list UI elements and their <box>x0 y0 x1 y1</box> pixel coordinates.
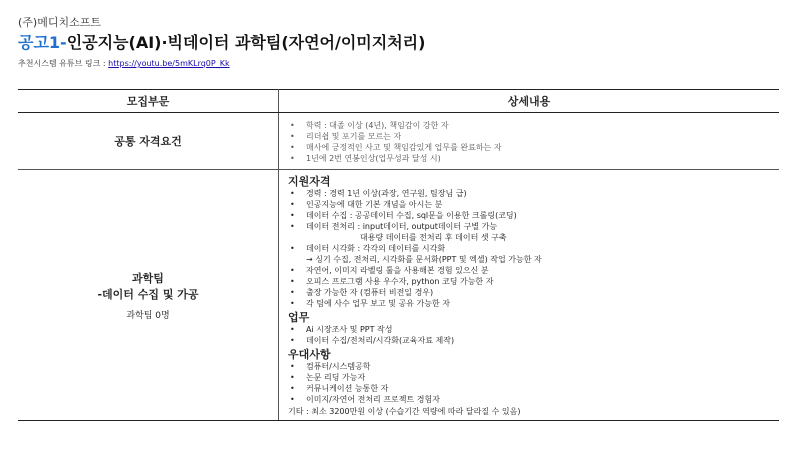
table-row-common <box>18 113 779 170</box>
list-item-continuation: → 싱기 수집, 전처리, 시각화를 문서화(PPT 및 엑셀) 작업 가능한 자 <box>306 255 542 264</box>
team-label-cell <box>18 170 279 421</box>
video-link-line <box>18 58 230 69</box>
video-link-label: 추천시스템 유튜브 링크 : <box>18 59 109 68</box>
posting-title: 인공지능(AI)·빅데이터 과학팀(자연어/이미지처리) <box>66 33 426 52</box>
list-item: • Ai 시장조사 및 PPT 작성 <box>288 324 772 335</box>
common-label-cell <box>18 113 279 170</box>
list-item-continuation: 대용량 데이터를 전처리 후 데이터 셋 구축 <box>360 233 507 242</box>
qualifications-heading: 지원자격 <box>288 175 331 188</box>
table-row-team <box>18 170 779 421</box>
preferred-list <box>288 361 772 405</box>
list-item: • 리더쉽 및 포기를 모르는 자 <box>288 131 772 142</box>
list-item: • 학력 : 대졸 이상 (4년), 책임감이 강한 자 <box>288 120 772 131</box>
preferred-heading: 우대사항 <box>288 348 331 361</box>
qualifications-list-cont <box>288 243 772 254</box>
qualifications-list <box>288 188 772 232</box>
duties-list <box>288 324 772 346</box>
list-item: • 논문 리딩 가능자 <box>288 372 772 383</box>
list-item: • 데이터 수집 : 공공데이터 수집, sql문을 이용한 크롤링(코딩) <box>288 210 772 221</box>
salary-note: 기타 : 최소 3200만원 이상 (수습기간 역량에 따라 달라질 수 있음) <box>288 407 521 416</box>
column-header-details: 상세내용 <box>279 90 780 113</box>
common-requirements-list <box>288 120 772 164</box>
list-item: • 인공지능에 대한 기본 개념을 아시는 분 <box>288 199 772 210</box>
team-subtitle: -데이터 수집 및 가공 <box>97 287 199 301</box>
list-item: • 출장 가능한 자 (컴퓨터 비전일 경우) <box>288 287 772 298</box>
team-details-cell <box>279 170 780 421</box>
list-item: • 각 팀에 사수 업무 보고 및 공유 가능한 자 <box>288 298 772 309</box>
common-requirements-label: 공통 자격요건 <box>114 135 182 148</box>
recruitment-table <box>18 89 779 421</box>
youtube-link[interactable]: https://youtu.be/5mKLrq0P_Kk <box>108 59 230 68</box>
list-item: • 자연어, 이미지 라벨링 툴을 사용해본 경험 있으신 분 <box>288 265 772 276</box>
common-details-cell <box>279 113 780 170</box>
list-item: • 경력 : 경력 1년 이상(과장, 연구원, 팀장님 급) <box>288 188 772 199</box>
list-item: • 커뮤니케이션 능통한 자 <box>288 383 772 394</box>
page-title <box>18 30 425 53</box>
list-item: • 데이터 시각화 : 각각의 데이터를 시각화 <box>288 243 772 254</box>
list-item: • 데이터 전처리 : input데이터, output데이터 구별 가능 <box>288 221 772 232</box>
qualifications-list-cont2 <box>288 265 772 309</box>
list-item: • 데이터 수집/전처리/시각화(교육자료 제작) <box>288 335 772 346</box>
posting-number: 공고1- <box>18 33 67 52</box>
list-item: • 1년에 2번 연봉인상(업무성과 달성 시) <box>288 153 772 164</box>
list-item: • 컴퓨터/시스템공학 <box>288 361 772 372</box>
team-headcount: 과학팀 0명 <box>126 310 170 321</box>
column-header-division: 모집부문 <box>18 90 279 113</box>
team-name: 과학팀 <box>132 271 164 285</box>
duties-heading: 업무 <box>288 311 310 324</box>
table-header-row <box>18 90 779 113</box>
company-name: (주)메디치소프트 <box>18 16 101 29</box>
list-item: • 오피스 프로그램 사용 우수자, python 코딩 가능한 자 <box>288 276 772 287</box>
list-item: • 이미지/자연어 전처리 프로젝트 경험자 <box>288 394 772 405</box>
list-item: • 매사에 긍정적인 사고 및 책임감있게 업무를 완료하는 자 <box>288 142 772 153</box>
